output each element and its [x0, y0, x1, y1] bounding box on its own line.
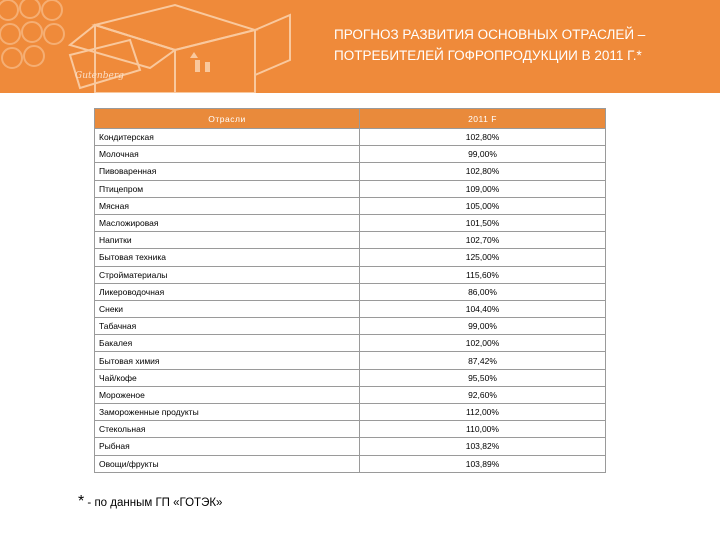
forecast-value-cell: 105,00% — [360, 197, 606, 214]
industry-cell: Замороженные продукты — [95, 404, 360, 421]
forecast-value-cell: 110,00% — [360, 421, 606, 438]
industry-cell: Овощи/фрукты — [95, 455, 360, 472]
table-row — [95, 197, 606, 214]
forecast-value-cell: 112,00% — [360, 404, 606, 421]
header-banner — [0, 0, 720, 93]
column-header-industry: Отрасли — [95, 109, 360, 129]
forecast-value-cell: 102,70% — [360, 232, 606, 249]
industry-cell: Стекольная — [95, 421, 360, 438]
forecast-value-cell: 109,00% — [360, 180, 606, 197]
forecast-value-cell: 95,50% — [360, 369, 606, 386]
table-row — [95, 386, 606, 403]
forecast-value-cell: 99,00% — [360, 146, 606, 163]
industry-cell: Молочная — [95, 146, 360, 163]
forecast-value-cell: 92,60% — [360, 386, 606, 403]
forecast-value-cell: 102,80% — [360, 163, 606, 180]
table-row — [95, 266, 606, 283]
table-row — [95, 455, 606, 472]
column-header-2011f: 2011 F — [360, 109, 606, 129]
table-row — [95, 180, 606, 197]
forecast-value-cell: 102,80% — [360, 129, 606, 146]
industry-cell: Мясная — [95, 197, 360, 214]
table-row — [95, 249, 606, 266]
table-row — [95, 421, 606, 438]
forecast-value-cell: 102,00% — [360, 335, 606, 352]
industry-cell: Снеки — [95, 300, 360, 317]
industry-cell: Бытовая техника — [95, 249, 360, 266]
industry-cell: Масложировая — [95, 214, 360, 231]
industry-cell: Кондитерская — [95, 129, 360, 146]
footnote-text: - по данным ГП «ГОТЭК» — [84, 497, 223, 509]
table-row — [95, 232, 606, 249]
table-row — [95, 300, 606, 317]
industry-cell: Мороженое — [95, 386, 360, 403]
forecast-value-cell: 101,50% — [360, 214, 606, 231]
table-row — [95, 352, 606, 369]
industry-cell: Чай/кофе — [95, 369, 360, 386]
table-row — [95, 438, 606, 455]
industry-cell: Пивоваренная — [95, 163, 360, 180]
forecast-value-cell: 103,82% — [360, 438, 606, 455]
forecast-value-cell: 115,60% — [360, 266, 606, 283]
forecast-value-cell: 125,00% — [360, 249, 606, 266]
industry-cell: Ликероводочная — [95, 283, 360, 300]
forecast-value-cell: 104,40% — [360, 300, 606, 317]
forecast-value-cell: 86,00% — [360, 283, 606, 300]
table-row — [95, 129, 606, 146]
cardboard-boxes-illustration — [0, 0, 320, 93]
industry-cell: Бакалея — [95, 335, 360, 352]
svg-text:Gutenberg: Gutenberg — [75, 71, 124, 81]
page-title-line-1: ПРОГНОЗ РАЗВИТИЯ ОСНОВНЫХ ОТРАСЛЕЙ – — [334, 27, 646, 42]
footnote-star: * — [78, 493, 85, 510]
industry-cell: Птицепром — [95, 180, 360, 197]
source-footnote — [78, 493, 222, 511]
forecast-value-cell: 87,42% — [360, 352, 606, 369]
table-row — [95, 146, 606, 163]
page-title — [334, 24, 714, 66]
table-row — [95, 214, 606, 231]
industry-cell: Табачная — [95, 318, 360, 335]
table-row — [95, 335, 606, 352]
industry-cell: Напитки — [95, 232, 360, 249]
table-row — [95, 369, 606, 386]
forecast-value-cell: 103,89% — [360, 455, 606, 472]
industry-cell: Рыбная — [95, 438, 360, 455]
forecast-value-cell: 99,00% — [360, 318, 606, 335]
table-body — [95, 129, 606, 473]
table-row — [95, 404, 606, 421]
table-header-row — [95, 109, 606, 129]
table-row — [95, 163, 606, 180]
page-title-line-2: ПОТРЕБИТЕЛЕЙ ГОФРОПРОДУКЦИИ В 2011 Г.* — [334, 48, 642, 63]
table-row — [95, 318, 606, 335]
industry-forecast-table — [94, 108, 606, 473]
industry-cell: Бытовая химия — [95, 352, 360, 369]
industry-cell: Стройматериалы — [95, 266, 360, 283]
table-row — [95, 283, 606, 300]
